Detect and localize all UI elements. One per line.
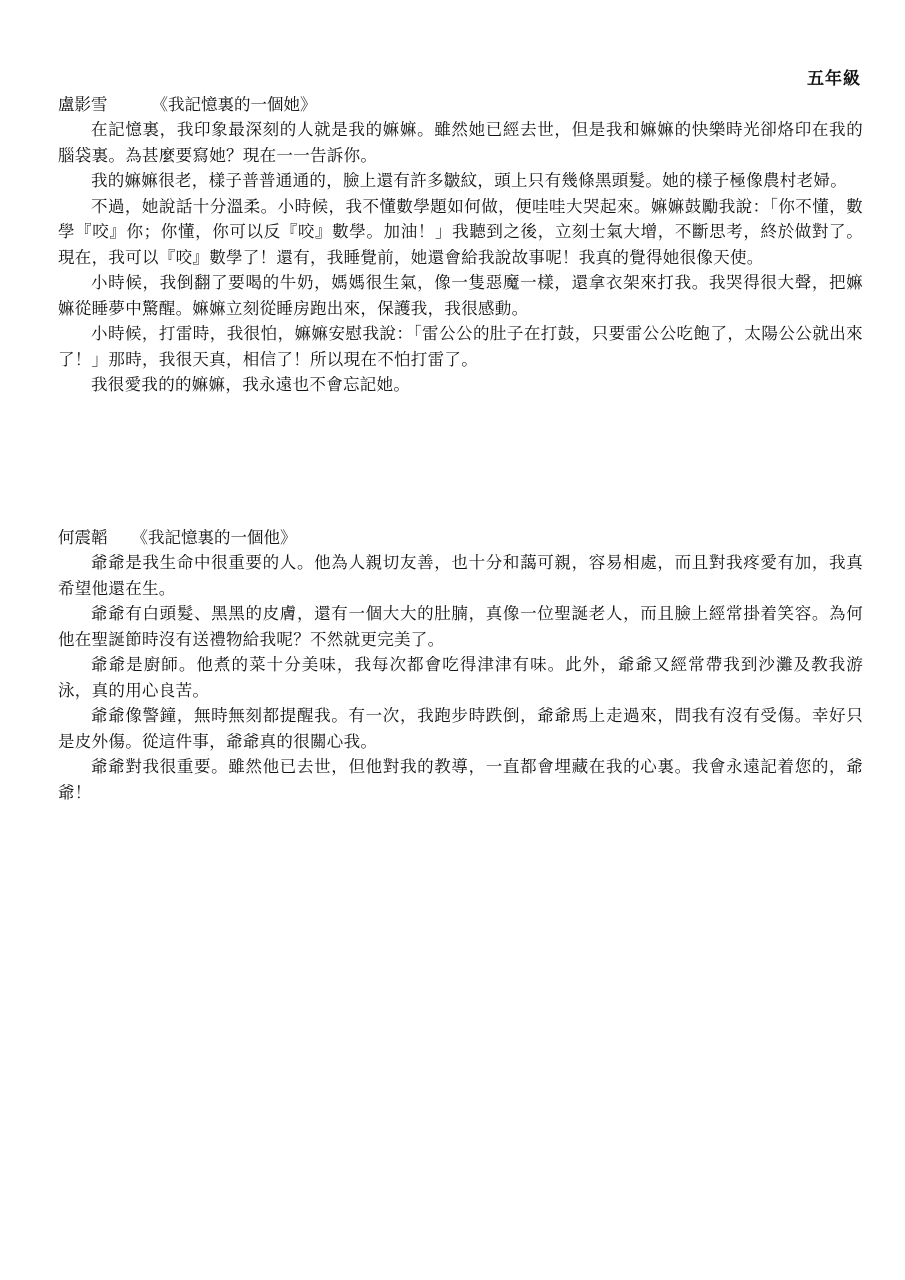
essay-paragraph: 小時候，打雷時，我很怕，嫲嫲安慰我說：「雷公公的肚子在打鼓，只要雷公公吃飽了，太陽公公就出來了！」那時，我很天真，相信了！所以現在不怕打雷了。 [58, 324, 863, 369]
essay-author: 盧影雪 [58, 95, 108, 114]
essay-2 [58, 526, 863, 805]
essay-paragraph: 我很愛我的的嫲嫲，我永遠也不會忘記她。 [91, 375, 411, 394]
essay-paragraph: 在記憶裏，我印象最深刻的人就是我的嫲嫲。雖然她已經去世，但是我和嫲嫲的快樂時光卻烙印在我的腦袋裏。為甚麼要寫她？現在一一告訴你。 [58, 120, 863, 165]
essay-paragraph: 小時候，我倒翻了要喝的牛奶，媽媽很生氣，像一隻惡魔一樣，還拿衣架來打我。我哭得很大聲，把嫲嫲從睡夢中驚醒。嫲嫲立刻從睡房跑出來，保護我，我很感動。 [58, 273, 863, 318]
essay-paragraph: 爺爺像警鐘，無時無刻都提醒我。有一次，我跑步時跌倒，爺爺馬上走過來，問我有沒有受傷。幸好只是皮外傷。從這件事，爺爺真的很關心我。 [58, 706, 863, 751]
grade-label: 五年級 [807, 69, 861, 89]
essay-title: 《我記憶裏的一個她》 [151, 95, 317, 114]
essay-title: 《我記憶裏的一個他》 [131, 528, 297, 547]
essay-paragraph: 我的嫲嫲很老，樣子普普通通的，臉上還有許多皺紋，頭上只有幾條黑頭髮。她的樣子極像農村老婦。 [91, 171, 847, 190]
essay-paragraph: 爺爺有白頭髮、黑黑的皮膚，還有一個大大的肚腩，真像一位聖誕老人，而且臉上經常掛着笑容。為何他在聖誕節時沒有送禮物給我呢？不然就更完美了。 [58, 604, 863, 649]
essay-paragraph: 爺爺對我很重要。雖然他已去世，但他對我的教導，一直都會埋藏在我的心裏。我會永遠記着您的，爺爺！ [58, 757, 863, 802]
essay-paragraph: 爺爺是我生命中很重要的人。他為人親切友善，也十分和藹可親，容易相處，而且對我疼愛有加，我真希望他還在生。 [58, 553, 863, 598]
essay-heading [58, 526, 863, 550]
essay-heading [58, 93, 863, 117]
essay-author: 何震韜 [58, 528, 108, 547]
essay-paragraph: 爺爺是廚師。他煮的菜十分美味，我每次都會吃得津津有味。此外，爺爺又經常帶我到沙灘及教我游泳，真的用心良苦。 [58, 655, 863, 700]
essay-paragraph: 不過，她說話十分溫柔。小時候，我不懂數學題如何做，便哇哇大哭起來。嫲嫲鼓勵我說：「你不懂，數學『咬』你；你懂，你可以反『咬』數學。加油！」我聽到之後，立刻士氣大增，不斷思考，終於做對了。現在，我可以『咬』數學了！還有，我睡覺前，她還會給我說故事呢！我真的覺得她很像天使。 [58, 196, 863, 267]
essay-1 [58, 93, 863, 398]
